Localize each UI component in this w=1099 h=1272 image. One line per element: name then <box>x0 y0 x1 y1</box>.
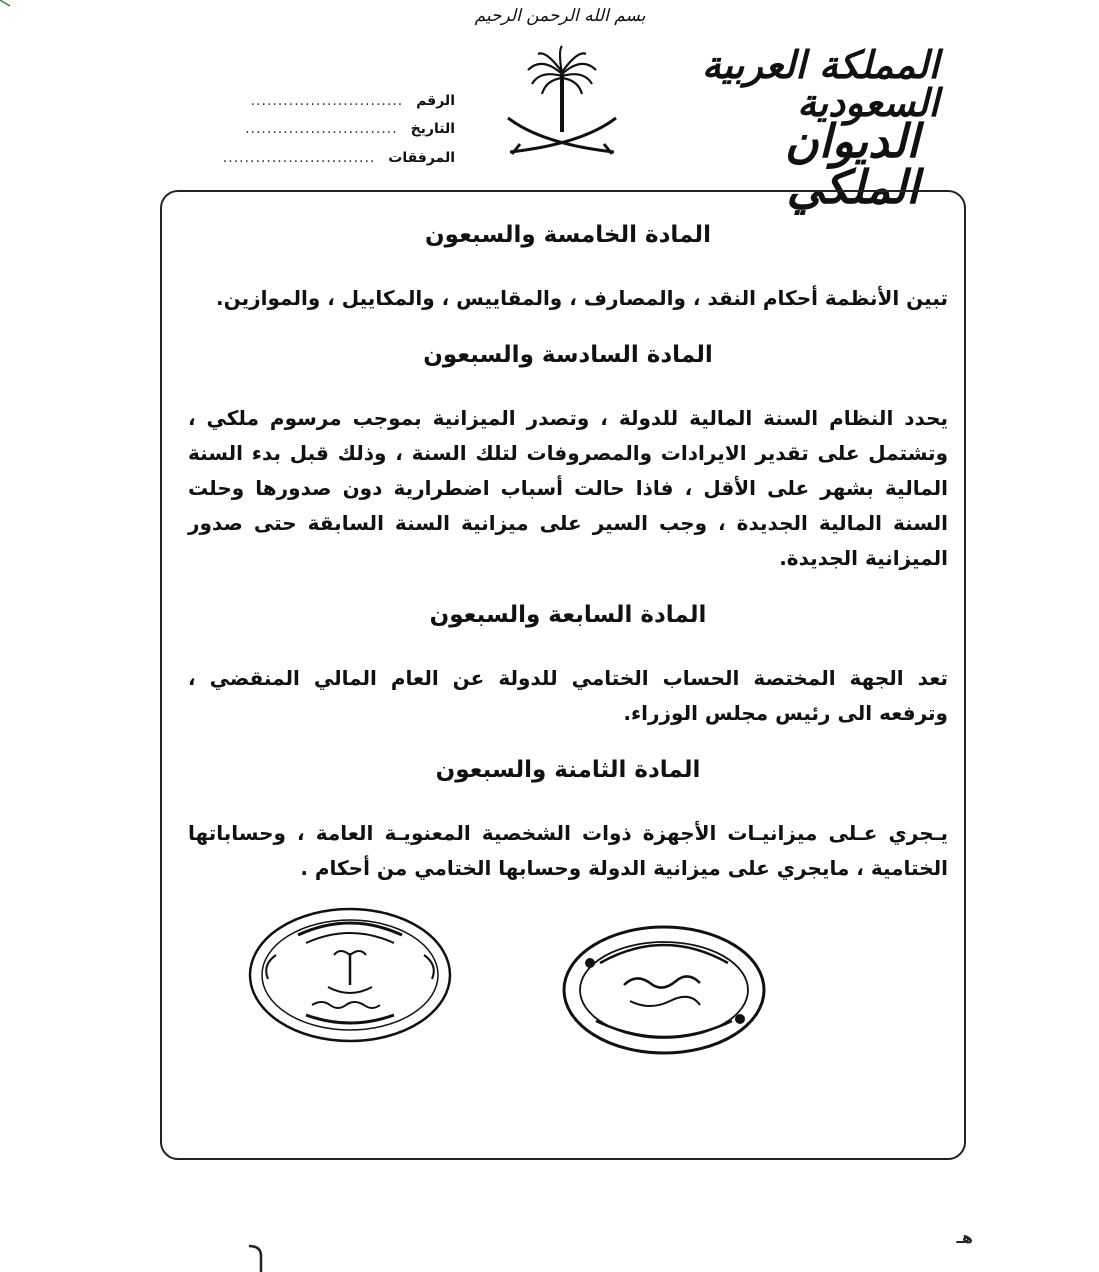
page-edge-mark <box>245 1244 269 1272</box>
article-78-heading: المادة الثامنة والسبعون <box>435 757 701 783</box>
reference-number-dots: ............................ <box>250 93 404 109</box>
article-77-text: تعد الجهة المختصة الحساب الختامي للدولة عن العام المالي المنقضي ، وترفعه الى رئيس مجلس الوزراء. <box>188 666 948 725</box>
date-field <box>190 121 455 143</box>
article-75-text: تبين الأنظمة أحكام النقد ، والمصارف ، والمقاييس ، والمكاييل ، والموازين. <box>216 286 948 310</box>
attachments-field <box>190 150 455 172</box>
articles-body <box>188 222 948 912</box>
saudi-emblem-icon <box>502 44 622 164</box>
royal-court-seal-icon <box>246 905 454 1045</box>
basmala: بسم الله الرحمن الرحيم <box>474 6 646 26</box>
article-76-heading: المادة السادسة والسبعون <box>423 342 713 368</box>
date-dots: ............................ <box>245 121 398 137</box>
cabinet-office-seal-icon <box>560 923 768 1057</box>
reference-number-field <box>190 93 455 115</box>
date-label: التاريخ <box>410 121 455 137</box>
attachments-label: المرفقات <box>388 150 455 166</box>
royal-court-title: الديوان الملكي <box>784 114 919 214</box>
article-78-text: يـجري عـلى ميزانيـات الأجهزة ذوات الشخصية المعنويـة العامة ، وحساباتها الختامية ، مايجري على ميزانية الدولة وحسابها الختامي من أحكام . <box>188 821 948 880</box>
reference-number-label: الرقم <box>416 93 455 109</box>
kingdom-title: المملكة العربية السعودية <box>701 42 939 125</box>
article-75-heading: المادة الخامسة والسبعون <box>425 222 711 248</box>
page-mark: هـ <box>956 1228 973 1247</box>
corner-mark <box>0 0 16 8</box>
article-77-heading: المادة السابعة والسبعون <box>429 602 707 628</box>
attachments-dots: ............................ <box>222 150 376 166</box>
article-76-text: يحدد النظام السنة المالية للدولة ، وتصدر الميزانية بموجب مرسوم ملكي ، وتشتمل على تقدير الايرادات والمصروفات لتلك السنة ، وذلك قبل بدء السنة المالية بشهر على الأقل ، فاذا حالت أسباب اضطرارية دون صدورها وحلت السنة المالية الجديدة ، وجب السير على ميزانية السنة السابقة حتى صدور الميزانية الجديدة. <box>188 406 948 570</box>
